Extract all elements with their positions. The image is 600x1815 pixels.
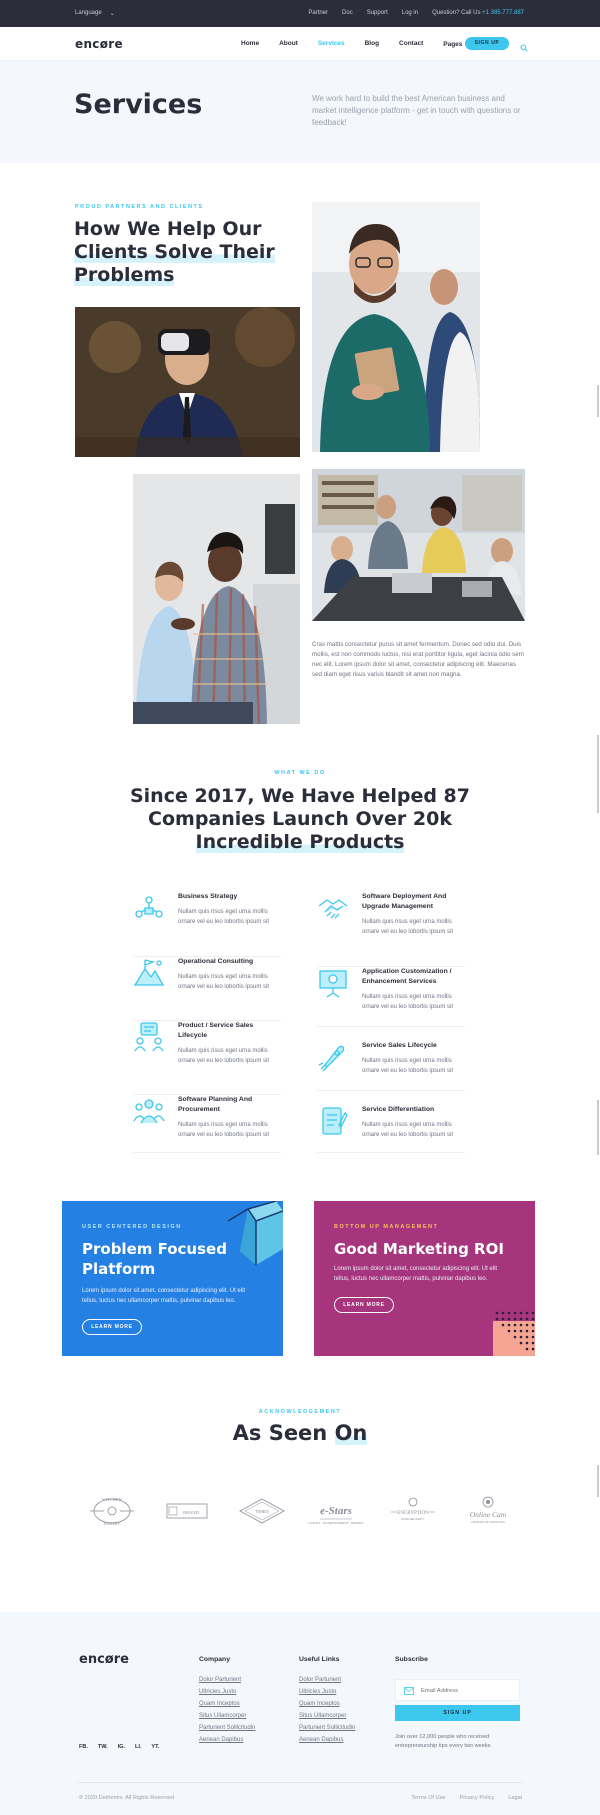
site-footer bbox=[0, 1612, 600, 1815]
scroll-indicator bbox=[597, 735, 599, 813]
service-title: Service Differentiation bbox=[362, 1106, 435, 1113]
card-text: Lorem ipsum dolor sit amet, consectetur adipiscing elit. Ut elit tellus, luctus nec ullamcorper mattis, pulvinar dapibus leo. bbox=[334, 1266, 498, 1282]
question-label: Question? Call Us bbox=[432, 10, 481, 16]
press-logo-text: BRAND bbox=[183, 1510, 199, 1515]
envelope-icon bbox=[404, 1687, 414, 1695]
search-icon[interactable] bbox=[520, 39, 528, 47]
service-item bbox=[133, 957, 281, 1021]
service-text: Nullam quis risus eget urna mollis ornare vel eu leo lobortis ipsum sit bbox=[178, 909, 270, 925]
handshake-icon bbox=[317, 892, 349, 924]
press-logo-text: KITCHEN bbox=[102, 1497, 122, 1502]
press-logo-kitchen bbox=[82, 1492, 142, 1530]
nav-item-home[interactable]: Home bbox=[241, 40, 260, 47]
top-link-support[interactable]: Support bbox=[366, 10, 388, 16]
service-title: Business Strategy bbox=[178, 893, 238, 900]
service-item bbox=[133, 1021, 281, 1095]
email-field[interactable] bbox=[395, 1679, 520, 1701]
meeting-room-photo bbox=[312, 469, 525, 621]
legal-link-legal[interactable]: Legal bbox=[508, 1795, 522, 1801]
card-eyebrow: BOTTOM UP MANAGEMENT bbox=[334, 1224, 439, 1230]
service-item bbox=[317, 1105, 465, 1153]
service-text: Nullam quis risus eget urna mollis ornare vel eu leo lobortis ipsum sit bbox=[178, 1048, 270, 1064]
card-title bbox=[82, 1239, 242, 1279]
top-link-doc[interactable]: Doc bbox=[342, 10, 353, 16]
footer-column-title: Company bbox=[199, 1656, 230, 1663]
press-logo-estars bbox=[306, 1492, 366, 1530]
legal-link-terms[interactable]: Terms Of Use bbox=[411, 1795, 446, 1801]
service-text: Nullam quis risus eget urna mollis ornare vel eu leo lobortis ipsum sit bbox=[178, 1122, 270, 1138]
phone-link[interactable]: +1 385.777.887 bbox=[482, 10, 524, 16]
ack-title-highlight: On bbox=[334, 1421, 368, 1445]
card-title-line: Problem Focused bbox=[82, 1240, 227, 1258]
social-facebook[interactable]: FB. bbox=[79, 1744, 88, 1750]
wwd-eyebrow: WHAT WE DO bbox=[274, 770, 326, 776]
social-linkedin[interactable]: LI. bbox=[135, 1744, 142, 1750]
service-title: Product / Service Sales Lifecycle bbox=[178, 1022, 254, 1039]
page-title: Services bbox=[74, 89, 203, 120]
rocket-icon bbox=[317, 1041, 349, 1073]
social-youtube[interactable]: YT. bbox=[151, 1744, 160, 1750]
footer-link[interactable]: Situs Ullamcorper bbox=[199, 1713, 247, 1719]
nav-item-about[interactable]: About bbox=[279, 40, 298, 47]
dot-pattern-graphic bbox=[487, 1309, 535, 1356]
page-hero bbox=[0, 61, 600, 163]
footer-divider bbox=[77, 1782, 523, 1783]
wwd-title bbox=[100, 785, 500, 854]
hero-subtitle: We work hard to build the best American business and market intelligence platform - get in touch with questions or feedback! bbox=[312, 94, 521, 127]
contact-question bbox=[432, 10, 524, 16]
service-title: Software Planning And Procurement bbox=[178, 1096, 253, 1113]
smiling-man-photo bbox=[312, 202, 480, 452]
service-item bbox=[317, 1041, 465, 1091]
card-text: Lorem ipsum dolor sit amet, consectetur adipiscing elit. Ut elit tellus, luctus nec ullamcorper mattis, pulvinar dapibus leo. bbox=[82, 1288, 246, 1304]
top-link-partner[interactable]: Partner bbox=[308, 10, 329, 16]
social-twitter[interactable]: TW. bbox=[97, 1744, 108, 1750]
footer-link[interactable]: Aenean Dapibus bbox=[199, 1737, 244, 1743]
scroll-indicator bbox=[597, 1100, 599, 1155]
footer-column-title: Useful Links bbox=[299, 1656, 340, 1663]
mountain-flag-icon bbox=[133, 957, 165, 989]
wwd-title-line: Companies Launch Over 20k bbox=[148, 808, 452, 830]
copyright-text: © 2020 Dethemix. All Rights Reserved bbox=[79, 1795, 175, 1801]
checklist-icon bbox=[317, 1105, 349, 1137]
footer-column-title: Subscribe bbox=[395, 1656, 428, 1663]
card-title: Good Marketing ROI bbox=[334, 1240, 504, 1258]
service-title: Operational Consulting bbox=[178, 958, 254, 965]
footer-logo[interactable]: encøre bbox=[79, 1652, 129, 1667]
svg-text:DATA SECURITY: DATA SECURITY bbox=[401, 1517, 425, 1521]
service-text: Nullam quis risus eget urna mollis ornare vel eu leo lobortis ipsum sit bbox=[178, 974, 270, 990]
top-links bbox=[308, 10, 524, 16]
wwd-title-line: Since 2017, We Have Helped 87 bbox=[129, 785, 471, 807]
help-title-line: Problems bbox=[74, 264, 175, 286]
nav-item-contact[interactable]: Contact bbox=[399, 40, 424, 47]
nav-menu bbox=[241, 40, 470, 48]
footer-column-useful-links bbox=[299, 1656, 355, 1749]
promo-card-problem-focused bbox=[62, 1201, 283, 1356]
team-group-icon bbox=[133, 1095, 165, 1127]
card-title-line: Platform bbox=[82, 1260, 156, 1278]
nav-item-pages-label: Pages bbox=[443, 41, 463, 48]
service-title: Software Deployment And Upgrade Management bbox=[362, 893, 447, 910]
nav-item-blog[interactable]: Blog bbox=[364, 40, 380, 47]
legal-link-privacy[interactable]: Privacy Policy bbox=[459, 1795, 495, 1801]
learn-more-button[interactable]: LEARN MORE bbox=[82, 1319, 142, 1335]
service-title: Application Customization / Enhancement Services bbox=[362, 968, 452, 985]
signup-button[interactable]: SIGN UP bbox=[465, 37, 509, 50]
press-logo-encryption bbox=[383, 1492, 443, 1530]
wwd-title-line: Incredible Products bbox=[195, 831, 405, 853]
footer-link[interactable]: Dolor Parturient bbox=[299, 1677, 342, 1683]
service-text: Nullam quis risus eget urna mollis ornare vel eu leo lobortis ipsum sit bbox=[362, 1122, 454, 1138]
card-eyebrow: USER CENTERED DESIGN bbox=[82, 1224, 182, 1230]
help-title bbox=[74, 218, 314, 287]
people-network-icon bbox=[133, 892, 165, 924]
press-logo-text: Online Cam bbox=[469, 1510, 507, 1519]
top-link-login[interactable]: Log in bbox=[401, 10, 419, 16]
top-bar bbox=[0, 0, 600, 27]
subscribe-signup-button[interactable]: SIGN UP bbox=[395, 1705, 520, 1721]
footer-link[interactable]: Ultricies Justo bbox=[299, 1689, 337, 1695]
service-item bbox=[133, 1095, 281, 1153]
email-input[interactable] bbox=[421, 1683, 516, 1698]
ack-title-prefix: As Seen bbox=[232, 1421, 328, 1445]
language-label: Language bbox=[75, 10, 102, 16]
svg-text:LUXURY · ENTERTAINMENT · RESOR: LUXURY · ENTERTAINMENT · RESORT bbox=[308, 1521, 364, 1525]
scroll-indicator bbox=[597, 1465, 599, 1497]
legal-links bbox=[411, 1795, 522, 1801]
svg-text:BAKERY: BAKERY bbox=[103, 1521, 121, 1526]
presentation-board-icon bbox=[317, 967, 349, 999]
footer-column-company bbox=[199, 1656, 255, 1749]
subscribe-note: Join over 12,000 people who received entrepreneurship tips every two weeks bbox=[395, 1734, 491, 1749]
ack-title bbox=[0, 1421, 600, 1445]
service-item bbox=[317, 967, 465, 1027]
press-logo-onlinecam bbox=[458, 1492, 518, 1530]
help-eyebrow: PROUD PARTNERS AND CLIENTS bbox=[75, 204, 204, 210]
service-title: Service Sales Lifecycle bbox=[362, 1042, 437, 1049]
vr-headset-photo bbox=[75, 307, 300, 457]
team-collaboration-photo bbox=[133, 474, 300, 724]
service-text: Nullam quis risus eget urna mollis ornare vel eu leo lobortis ipsum sit bbox=[362, 1058, 454, 1074]
social-instagram[interactable]: IG. bbox=[117, 1744, 125, 1750]
help-title-line: Clients Solve Their bbox=[74, 241, 275, 263]
footer-column-subscribe bbox=[395, 1656, 428, 1677]
footer-link[interactable]: Ultricies Justo bbox=[199, 1689, 237, 1695]
learn-more-button[interactable]: LEARN MORE bbox=[334, 1297, 394, 1313]
language-selector[interactable] bbox=[75, 10, 115, 17]
footer-link[interactable]: Parturient Sollicitudin bbox=[299, 1725, 356, 1731]
press-logo-text: ENCRYPTION bbox=[397, 1511, 429, 1516]
ack-eyebrow: ACKNOWLEDGEMENT bbox=[258, 1409, 342, 1415]
site-logo[interactable]: encøre bbox=[75, 37, 123, 51]
press-logo-text: e-Stars bbox=[320, 1505, 352, 1517]
help-body-text: Cras mattis consectetur purus sit amet fermentum. Donec sed odio dui. Duis mollis, est non commodo luctus, nisi erat porttitor ligula, eget lacinia odio sem nec elit. Lorem ipsum dolor sit amet, consectetur adipiscing elit. Maecenas sed diam eget risus varius blandit sit amet non magna. bbox=[312, 641, 524, 678]
chevron-down-icon: ⌄ bbox=[109, 11, 115, 17]
help-title-line: How We Help Our bbox=[74, 218, 262, 240]
footer-link[interactable]: Situs Ullamcorper bbox=[299, 1713, 347, 1719]
footer-link[interactable]: Quam Inceptos bbox=[299, 1701, 340, 1707]
service-item bbox=[133, 892, 281, 957]
press-logo-brand bbox=[157, 1492, 217, 1530]
service-item bbox=[317, 892, 465, 967]
footer-link[interactable]: Parturient Sollicitudin bbox=[199, 1725, 256, 1731]
sales-team-icon bbox=[133, 1021, 165, 1053]
social-links bbox=[79, 1744, 159, 1750]
footer-link[interactable]: Aenean Dapibus bbox=[299, 1737, 344, 1743]
nav-item-services[interactable]: Services bbox=[317, 40, 345, 47]
service-text: Nullam quis risus eget urna mollis ornare vel eu leo lobortis ipsum sit bbox=[362, 919, 454, 935]
footer-link[interactable]: Dolor Parturient bbox=[199, 1677, 242, 1683]
main-nav bbox=[0, 27, 600, 61]
promo-card-marketing-roi bbox=[314, 1201, 535, 1356]
footer-link[interactable]: Quam Inceptos bbox=[199, 1701, 240, 1707]
svg-text:LESSONS OF SHOOTING: LESSONS OF SHOOTING bbox=[471, 1520, 505, 1524]
press-logo-text: TIMES bbox=[255, 1509, 269, 1514]
service-text: Nullam quis risus eget urna mollis ornare vel eu leo lobortis ipsum sit bbox=[362, 994, 454, 1010]
press-logo-times bbox=[232, 1492, 292, 1530]
scroll-indicator bbox=[597, 385, 599, 417]
